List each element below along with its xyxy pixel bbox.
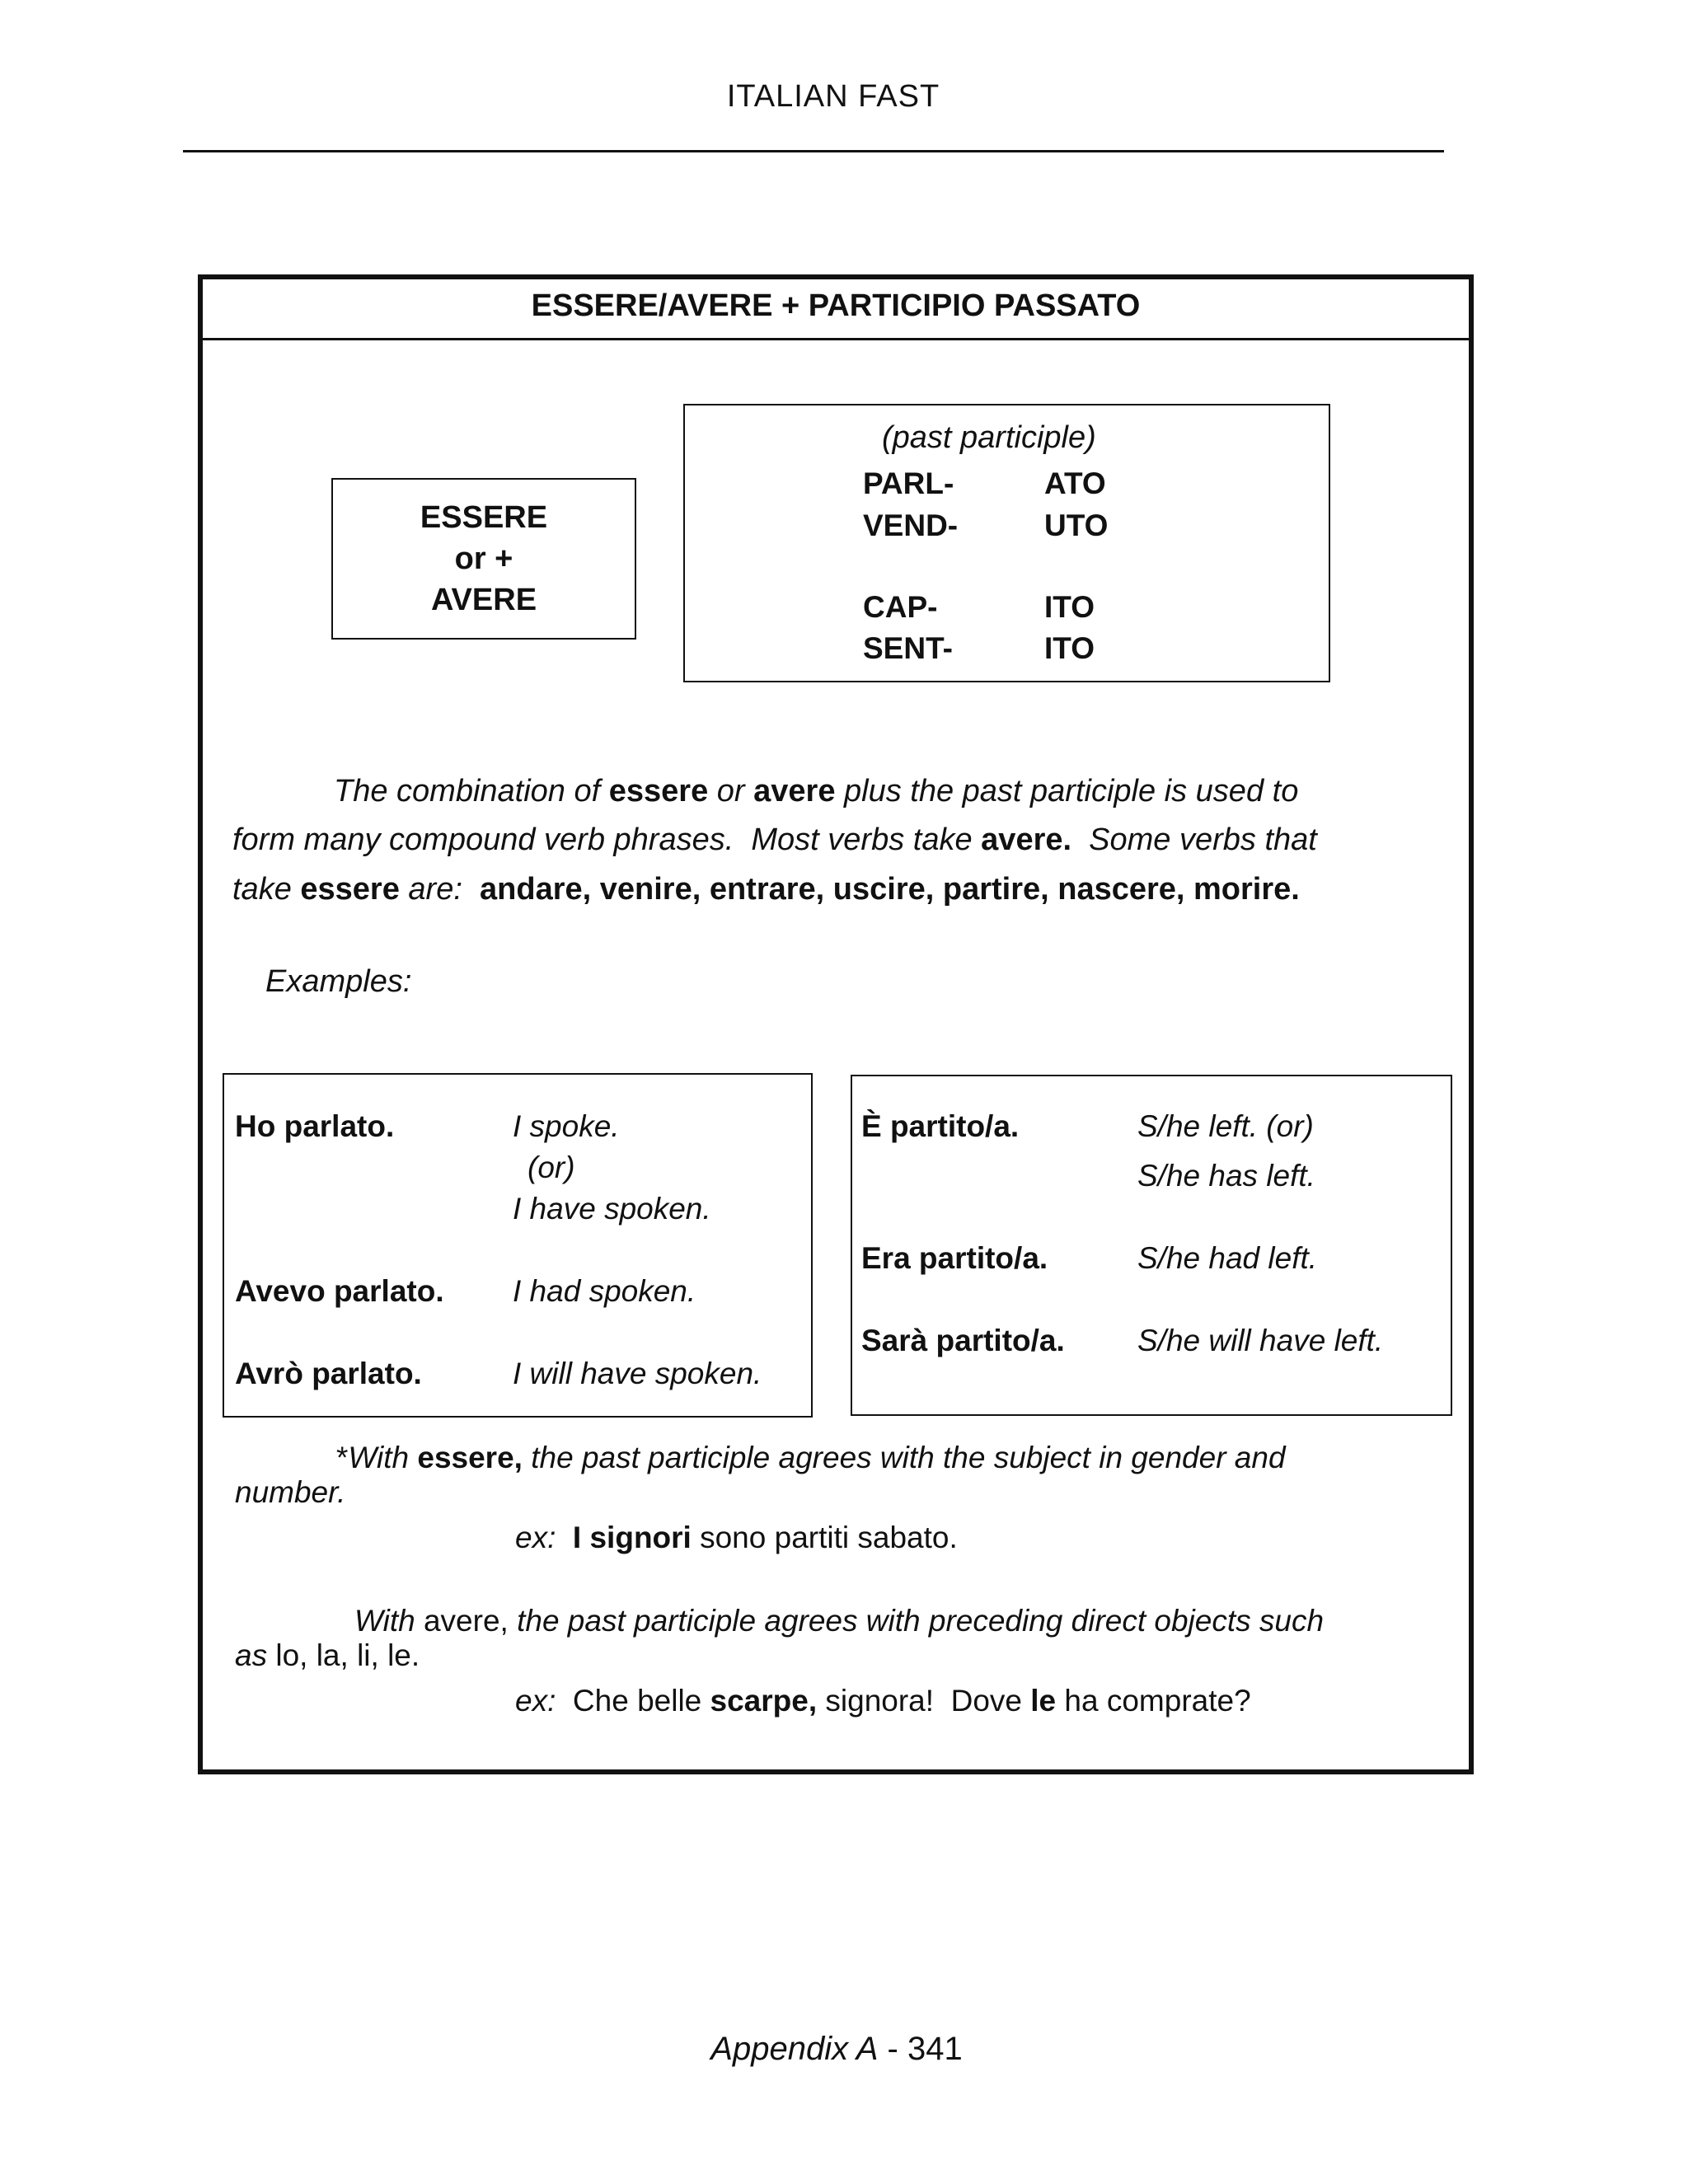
example-english: I spoke. [513, 1109, 620, 1143]
example-english: S/he will have left. [1137, 1324, 1384, 1357]
example-italian: Sarà partito/a. [861, 1324, 1065, 1357]
text-run: the past participle agrees with preceding direct objects such [508, 1604, 1325, 1638]
frame-title-text: ESSERE/AVERE + PARTICIPIO PASSATO [531, 288, 1141, 323]
text-run: ha comprate? [1056, 1684, 1251, 1718]
participle-ending: UTO [1044, 509, 1109, 542]
example-italian: È partito/a. [861, 1109, 1020, 1143]
example-english: S/he has left. [1137, 1159, 1315, 1193]
participle-ending: ITO [1044, 631, 1095, 665]
example-italian: Era partito/a. [861, 1241, 1048, 1275]
participle-ending: ITO [1044, 590, 1095, 624]
text-run: le [1030, 1684, 1057, 1718]
text-run: signora! Dove [817, 1684, 1031, 1718]
text-run: as [235, 1638, 276, 1672]
example-english: I had spoken. [513, 1274, 696, 1308]
text-run: andare, venire, entrare, uscire, partire, nascere, morire. [480, 872, 1300, 907]
examples-label: Examples: [265, 964, 412, 999]
example-italian: Avevo parlato. [235, 1274, 444, 1308]
page-footer [0, 2031, 1673, 2068]
note-essere-example [515, 1521, 958, 1555]
example-english: (or) [528, 1151, 575, 1184]
participle-stem: VEND- [863, 509, 959, 542]
aux-line-1: ESSERE [420, 500, 548, 535]
text-run: avere [753, 774, 836, 808]
example-italian: Ho parlato. [235, 1109, 395, 1143]
aux-line-3: AVERE [430, 583, 537, 617]
text-run: With [354, 1604, 424, 1638]
text-run: essere [300, 872, 400, 907]
page-header-title: ITALIAN FAST [726, 79, 940, 114]
footer-separator: - [878, 2031, 907, 2067]
past-participle-label: (past participle) [882, 420, 1096, 455]
note-essere-line [336, 1441, 1286, 1475]
text-run: avere, [423, 1604, 509, 1638]
frame-title [198, 274, 1474, 340]
example-english: S/he left. (or) [1137, 1109, 1314, 1143]
text-run: take [232, 872, 301, 907]
text-run: the past participle agrees with the subject in gender and [522, 1441, 1286, 1474]
text-run: number. [235, 1475, 346, 1509]
example-english: I will have spoken. [513, 1357, 762, 1390]
page-number: 341 [907, 2031, 963, 2067]
text-run: Some verbs that [1071, 823, 1317, 857]
example-italian: Avrò parlato. [235, 1357, 422, 1390]
text-run: essere, [417, 1441, 523, 1474]
text-run: ex: [515, 1521, 573, 1554]
text-run: or [708, 774, 754, 808]
text-run: scarpe, [710, 1684, 818, 1718]
text-run: sono partiti sabato. [691, 1521, 958, 1554]
text-run: The combination of [334, 774, 609, 808]
header-rule [183, 150, 1444, 152]
note-avere-example [515, 1684, 1251, 1718]
example-english: I have spoken. [513, 1192, 711, 1226]
auxiliary-verbs-box [331, 478, 636, 640]
text-run: essere [608, 774, 709, 808]
paragraph-line [334, 766, 1537, 816]
text-run: are: [399, 872, 481, 907]
note-avere-line [354, 1604, 1324, 1638]
example-english: S/he had left. [1137, 1241, 1318, 1275]
text-run: I signori [572, 1521, 692, 1554]
note-avere-line [235, 1638, 420, 1673]
paragraph-line [232, 815, 1436, 865]
text-run: With [348, 1441, 418, 1474]
paragraph-line [232, 865, 1436, 914]
participle-stem: SENT- [863, 631, 953, 665]
text-run: form many compound verb phrases. Most verbs take [232, 823, 982, 857]
aux-line-2: or + [454, 541, 513, 576]
text-run: lo, la, li, le. [275, 1638, 420, 1672]
participle-stem: CAP- [863, 590, 938, 624]
participle-ending: ATO [1044, 466, 1106, 500]
participle-stem: PARL- [863, 466, 954, 500]
text-run: plus the past participle is used to [835, 774, 1299, 808]
note-essere-line [235, 1475, 345, 1510]
text-run: Che belle [572, 1684, 710, 1718]
text-run: ex: [515, 1684, 573, 1718]
text-run: * [336, 1441, 349, 1474]
text-run: avere. [981, 823, 1072, 857]
footer-label: Appendix A [710, 2031, 879, 2067]
